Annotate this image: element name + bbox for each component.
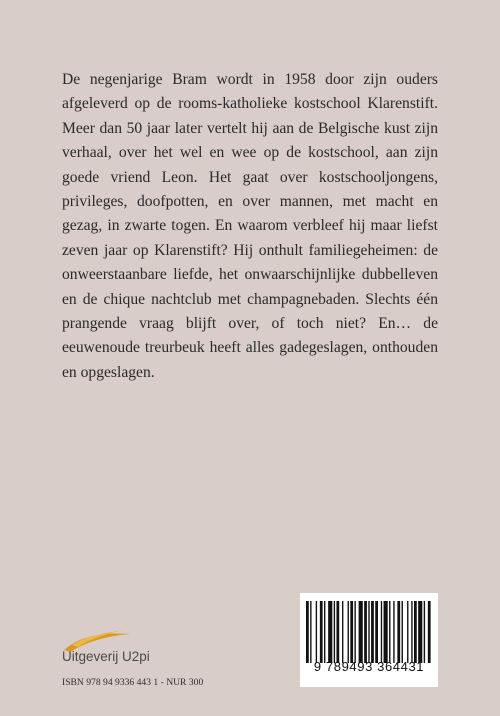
- barcode-bar: [368, 601, 369, 663]
- barcode-bar: [354, 601, 355, 663]
- barcode-bar: [418, 601, 422, 663]
- barcode-bar: [306, 601, 309, 663]
- barcode-bar: [324, 601, 325, 663]
- barcode-bar: [328, 601, 332, 663]
- barcode-bar: [371, 601, 374, 663]
- barcode-digits: 9 789493 364431: [313, 659, 425, 674]
- isbn-barcode: [300, 593, 438, 687]
- barcode-bar: [310, 601, 311, 663]
- barcode-bar: [428, 601, 431, 663]
- barcode-bar: [407, 601, 408, 663]
- barcode-bar: [350, 601, 353, 663]
- publisher-name: Uitgeverij U2pi: [62, 649, 150, 664]
- barcode-bar: [320, 601, 323, 663]
- barcode-bar: [402, 601, 403, 663]
- barcode-bar: [375, 601, 378, 663]
- back-cover-blurb: De negenjarige Bram wordt in 1958 door zijn ouders afgeleverd op de rooms-katholieke kostschool Klarenstift. Meer dan 50 jaar later vertelt hij aan de Belgische kust zijn verhaal, over het wel en wee op de kostschool, aan zijn goede vriend Leon. Het gaat over kostschooljongens, privileges, doofpotten, en over mannen, met macht en gezag, in zwarte togen. En waarom verbleef hij maar liefst zeven jaar op Klarenstift? Hij onthult familiegeheimen: de onweerstaanbare liefde, het onwaarschijnlijke dubbelleven en de chique nachtclub met champagnebaden. Slechts één prangende vraag blijft over, of toch niet? En… de eeuwenoude treurbeuk heeft alles gadegeslagen, onthouden en opgeslagen.: [62, 71, 438, 381]
- barcode-bars-icon: [306, 601, 432, 663]
- barcode-bar: [424, 601, 425, 663]
- barcode-bar: [364, 601, 367, 663]
- barcode-bar: [336, 601, 339, 663]
- barcode-bar: [393, 601, 394, 663]
- isbn-nur-line: ISBN 978 94 9336 443 1 - NUR 300: [62, 677, 204, 688]
- barcode-bar: [414, 601, 417, 663]
- barcode-bar: [342, 601, 343, 663]
- barcode-bar: [334, 601, 335, 663]
- barcode-bar: [411, 601, 412, 663]
- barcode-bar: [389, 601, 390, 663]
- barcode-bar: [384, 601, 388, 663]
- barcode-bar: [397, 601, 400, 663]
- publisher-logo: [62, 628, 212, 668]
- barcode-bar: [348, 601, 349, 663]
- barcode-bar: [316, 601, 317, 663]
- barcode-bar: [381, 601, 382, 663]
- barcode-bar: [359, 601, 363, 663]
